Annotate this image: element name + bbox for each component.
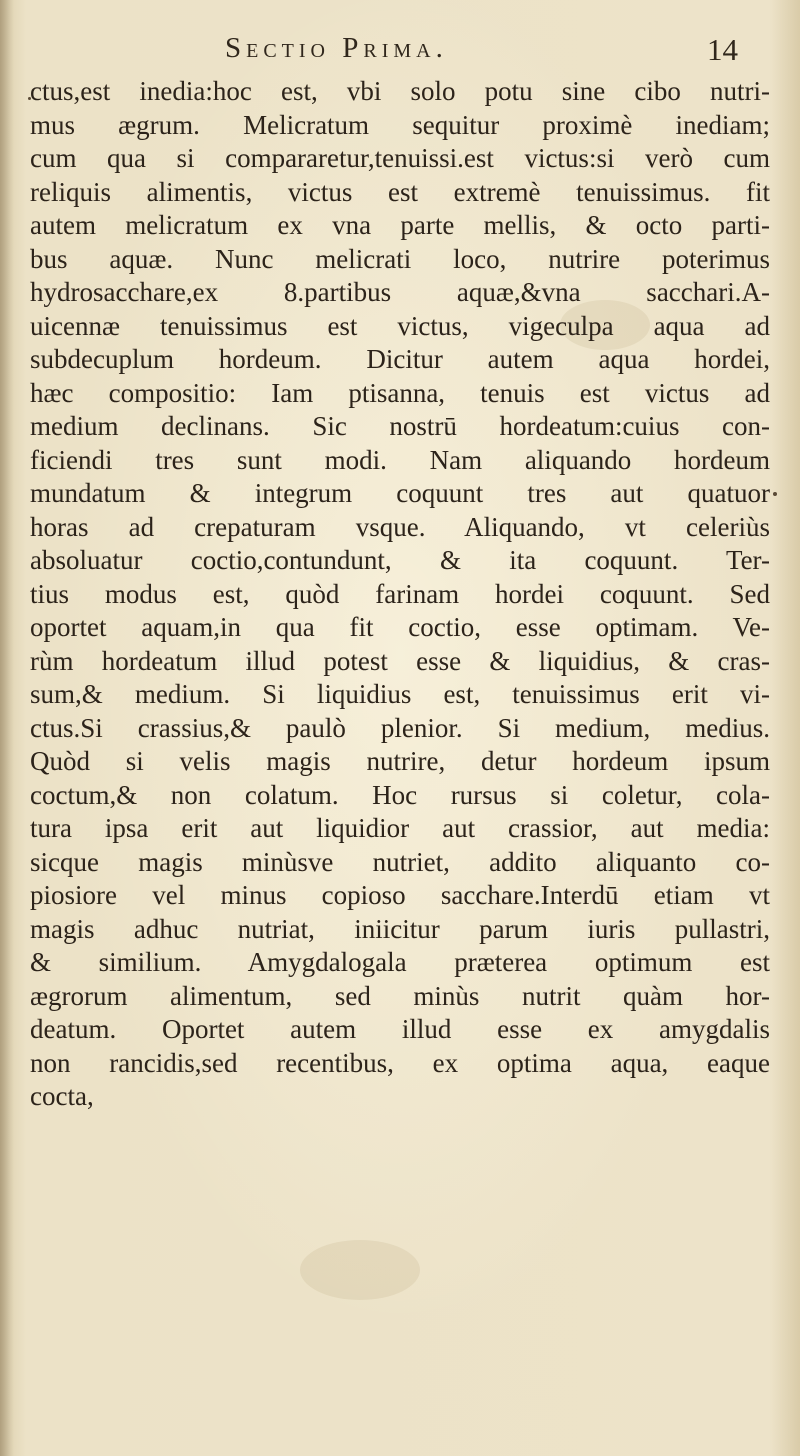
- text-line: mus ægrum. Melicratum sequitur proximè inediam;: [30, 109, 770, 140]
- text-line: piosiore vel minus copioso sacchare.Interdū etiam vt: [30, 880, 770, 910]
- text-line: horas ad crepaturam vsque. Aliquando, vt celeriùs: [30, 511, 770, 542]
- text-line: non rancidis,sed recentibus, ex optima aqua, eaque: [30, 1047, 770, 1078]
- text-line: tura ipsa erit aut liquidior aut crassior, aut media:: [30, 813, 770, 843]
- page-header: [0, 30, 800, 74]
- body-text: [30, 75, 770, 1114]
- text-line: hæc compositio: Iam ptisanna, tenuis est victus ad: [30, 377, 770, 408]
- text-line: ægrorum alimentum, sed minùs nutrit quàm hor-: [30, 980, 770, 1011]
- text-line: cum qua si compararetur,tenuissi.est victus:si verò cum: [30, 143, 770, 173]
- text-line: rùm hordeatum illud potest esse & liquidius, & cras-: [30, 645, 770, 676]
- text-line: reliquis alimentis, victus est extremè tenuissimus. fit: [30, 176, 770, 207]
- text-line: sicque magis minùsve nutriet, addito aliquanto co-: [30, 846, 770, 877]
- text-line: & similium. Amygdalogala præterea optimum est: [30, 947, 770, 977]
- text-line: medium declinans. Sic nostrū hordeatum:cuius con-: [30, 411, 770, 441]
- text-line: deatum. Oportet autem illud esse ex amygdalis: [30, 1014, 770, 1044]
- text-line: Quòd si velis magis nutrire, detur hordeum ipsum: [30, 746, 770, 776]
- text-line: sum,& medium. Si liquidius est, tenuissimus erit vi-: [30, 679, 770, 709]
- text-line: absoluatur coctio,contundunt, & ita coquunt. Ter-: [30, 545, 770, 575]
- text-line: oportet aquam,in qua fit coctio, esse optimam. Ve-: [30, 612, 770, 642]
- gutter-shadow: [0, 0, 14, 1456]
- text-line: subdecuplum hordeum. Dicitur autem aqua hordei,: [30, 344, 770, 374]
- foxing-stain: [300, 1240, 420, 1300]
- text-line: uicennæ tenuissimus est victus, vigeculpa aqua ad: [30, 310, 770, 341]
- text-line: tius modus est, quòd farinam hordei coquunt. Sed: [30, 578, 770, 609]
- text-line: cocta,: [30, 1081, 94, 1111]
- text-line: magis adhuc nutriat, iniicitur parum iuris pullastri,: [30, 913, 770, 944]
- running-head: Sectio Prima.: [225, 32, 448, 64]
- margin-mark: [773, 492, 777, 496]
- page-number: 14: [707, 32, 738, 67]
- text-line: autem melicratum ex vna parte mellis, & octo parti-: [30, 210, 770, 240]
- text-line: ctus.Si crassius,& paulò plenior. Si medium, medius.: [30, 712, 770, 743]
- text-line: bus aquæ. Nunc melicrati loco, nutrire poterimus: [30, 243, 770, 274]
- text-line: coctum,& non colatum. Hoc rursus si coletur, cola-: [30, 779, 770, 810]
- text-line: mundatum & integrum coquunt tres aut quatuor: [30, 478, 770, 508]
- text-line: ctus,est inedia:hoc est, vbi solo potu sine cibo nutri-: [30, 76, 770, 106]
- text-line: hydrosacchare,ex 8.partibus aquæ,&vna sacchari.A-: [30, 277, 770, 307]
- text-line: ficiendi tres sunt modi. Nam aliquando hordeum: [30, 444, 770, 475]
